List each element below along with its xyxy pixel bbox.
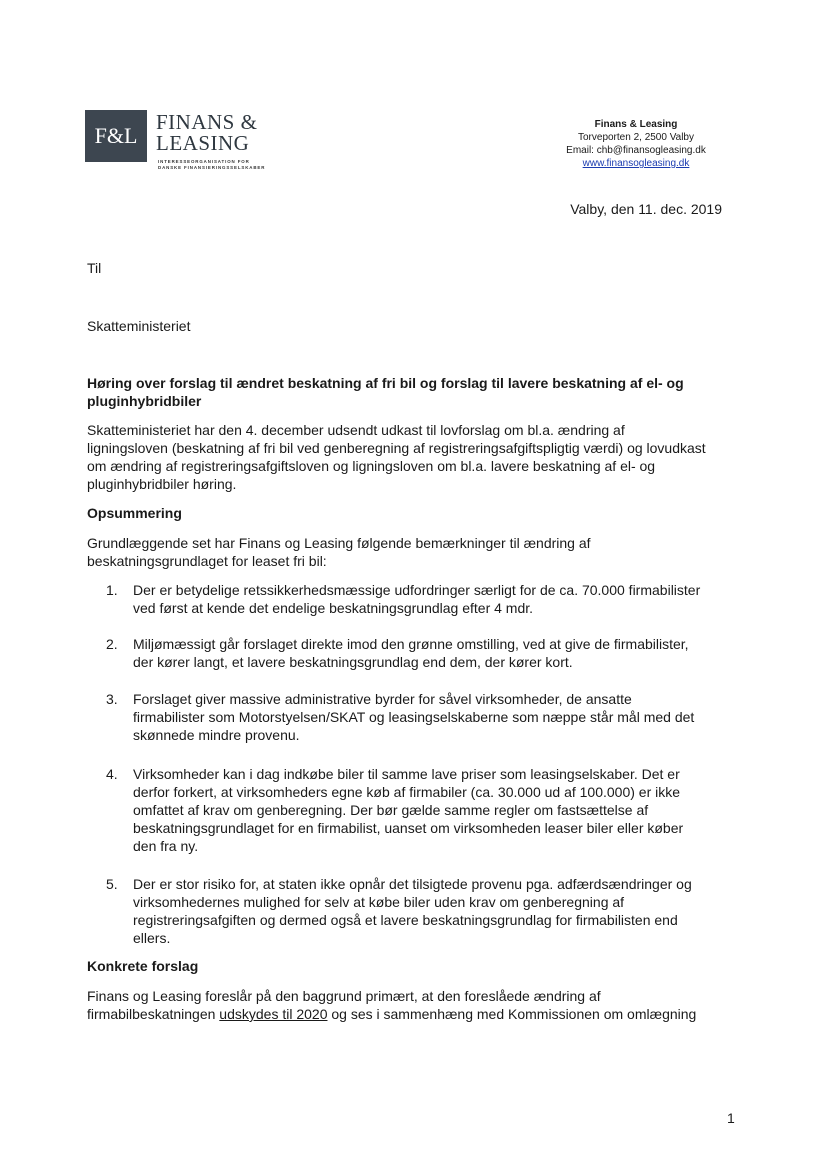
summary-lead-line: beskatningsgrundlaget for leaset fri bil: <box>87 553 327 569</box>
list-item-text <box>133 635 733 671</box>
list-item-line: virksomhedernes mulighed for selv at købe biler uden krav om genberegning af <box>133 894 625 910</box>
proposals-heading: Konkrete forslag <box>87 958 199 974</box>
list-item-line: omfattet af krav om genberegning. Der bør gælde samme regler om fastsættelse af <box>133 802 649 818</box>
list-item-text <box>133 875 733 947</box>
list-item-text <box>133 690 733 744</box>
sender-org: Finans & Leasing <box>594 119 678 130</box>
list-item-text <box>133 581 733 617</box>
list-item-line: Der er stor risiko for, at staten ikke opnår det tilsigtede provenu pga. adfærdsændringer og <box>133 876 692 892</box>
intro-line: om ændring af registreringsafgiftsloven og ligningsloven om bl.a. lavere beskatning af el- og <box>87 458 656 474</box>
list-item-text <box>133 765 733 855</box>
proposals-text: og ses i sammenhæng med Kommissionen om omlægning <box>327 1006 697 1022</box>
intro-line: Skatteministeriet har den 4. december udsendt udkast til lovforslag om bl.a. ændring af <box>87 422 625 438</box>
summary-heading: Opsummering <box>87 505 182 521</box>
list-item-line: registreringsafgiften og dermed også et lavere beskatningsgrundlag for firmabilisten end <box>133 912 678 928</box>
logo-tagline-line2: DANSKE FINANSIERINGSSELSKABER <box>158 164 266 170</box>
list-item-number: 4. <box>106 766 118 782</box>
logo-tagline-line1: INTERESSEORGANISATION FOR <box>158 159 250 164</box>
logo-name <box>156 112 257 154</box>
list-item-line: Virksomheder kan i dag indkøbe biler til samme lave priser som leasingselskaber. Det er <box>133 766 680 782</box>
list-item-line: derfor forkert, at virksomheders egne køb af firmabiler (ca. 30.000 ud af 100.000) er ikke <box>133 784 681 800</box>
list-item-line: der kører langt, et lavere beskatningsgrundlag end dem, der kører kort. <box>133 654 573 670</box>
recipient-to: Til <box>87 260 102 276</box>
recipient-name: Skatteministeriet <box>87 318 191 334</box>
logo-name-line2: LEASING <box>156 131 250 155</box>
list-item-line: Der er betydelige retssikkerhedsmæssige udfordringer særligt for de ca. 70.000 firmabilister <box>133 582 701 598</box>
logo-name-line1: FINANS & <box>156 110 258 134</box>
list-item-line: ved først at kende det endelige beskatningsgrundlag efter 4 mdr. <box>133 600 534 616</box>
proposals-line <box>87 1005 747 1023</box>
list-item-line: den fra ny. <box>133 838 199 854</box>
list-item-line: skønnede mindre provenu. <box>133 727 300 743</box>
list-item-line: Forslaget giver massive administrative byrder for såvel virksomheder, de ansatte <box>133 691 632 707</box>
sender-address: Torveporten 2, 2500 Valby <box>577 132 694 143</box>
proposals-line: Finans og Leasing foreslår på den baggrund primært, at den foreslåede ændring af <box>87 988 601 1004</box>
list-item-line: firmabilister som Motorstyelsen/SKAT og leasingselskaberne som næppe står mål med det <box>133 709 695 725</box>
list-item-number: 2. <box>106 636 118 652</box>
intro-line: pluginhybridbiler høring. <box>87 476 237 492</box>
list-item-number: 3. <box>106 691 118 707</box>
list-item-line: beskatningsgrundlaget for en firmabilist, uanset om virksomheden leaser biler eller køber <box>133 820 684 836</box>
sender-website-link[interactable]: www.finansogleasing.dk <box>582 158 690 169</box>
proposals-emphasis: udskydes til 2020 <box>219 1006 328 1022</box>
intro-line: ligningsloven (beskatning af fri bil ved genberegning af registreringsafgiftspligtig værdi) og lovudkast <box>87 440 706 456</box>
sender-block <box>538 118 734 170</box>
sender-email: Email: chb@finansogleasing.dk <box>566 145 706 156</box>
page-number: 1 <box>727 1110 735 1126</box>
letter-date: Valby, den 11. dec. 2019 <box>570 201 722 217</box>
subject-line-1: Høring over forslag til ændret beskatning af fri bil og forslag til lavere beskatning af el- og <box>87 375 684 391</box>
list-item-line: ellers. <box>133 930 171 946</box>
logo-monogram: F&L <box>85 110 147 162</box>
summary-lead-line: Grundlæggende set har Finans og Leasing følgende bemærkninger til ændring af <box>87 535 591 551</box>
proposals-text: firmabilbeskatningen <box>87 1006 220 1022</box>
logo-tagline <box>158 159 265 170</box>
subject-line-2: pluginhybridbiler <box>87 393 202 409</box>
list-item-number: 5. <box>106 876 118 892</box>
list-item-number: 1. <box>106 582 118 598</box>
list-item-line: Miljømæssigt går forslaget direkte imod den grønne omstilling, ved at give de firmabilister, <box>133 636 689 652</box>
